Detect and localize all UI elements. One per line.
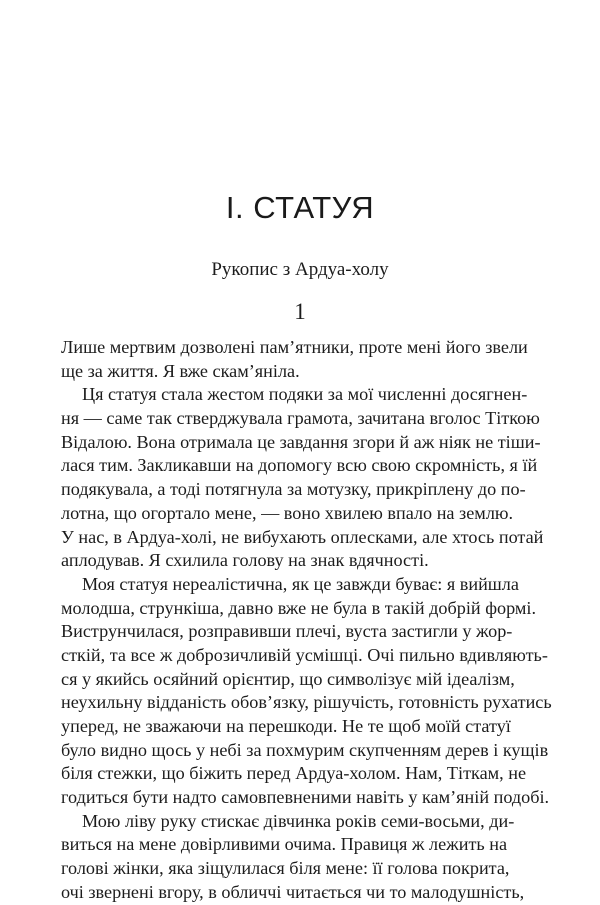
manuscript-subtitle: Рукопис з Ардуа-холу xyxy=(211,259,389,280)
text-line: було видно щось у небі за похмурим скупченням дерев і кущів xyxy=(61,739,549,760)
text-line: Моя статуя нереалістична, як це завжди буває: я вийшла xyxy=(82,573,519,594)
text-line: біля стежки, що біжить перед Ардуа-холом. Нам, Тіткам, не xyxy=(61,763,527,784)
text-line: Лише мертвим дозволені пам’ятники, проте мені його звели xyxy=(61,337,528,357)
text-line: ще за життя. Я вже скам’яніла. xyxy=(61,360,300,381)
text-line: Відалою. Вона отримала це завдання згори й аж ніяк не тіши- xyxy=(61,431,541,452)
text-line: Мою ліву руку стискає дівчинка років семи-восьми, ди- xyxy=(82,810,515,831)
text-line: неухильну відданість обов’язку, рішучість, готовність рухатись xyxy=(61,692,552,713)
part-title: I. СТАТУЯ xyxy=(225,190,375,225)
text-line: Ця статуя стала жестом подяки за мої численні досягнен- xyxy=(82,384,528,405)
text-line: молодша, стрункіша, давно вже не була в такій добрій формі. xyxy=(61,597,536,618)
text-line: лотна, що огортало мене, — воно хвилею впало на землю. xyxy=(61,502,514,523)
text-line: виться на мене довірливими очима. Правиця ж лежить на xyxy=(61,834,508,855)
text-line: голові жінки, яка зіщулилася біля мене: її голова покрита, xyxy=(61,858,510,879)
text-line: аплодував. Я схилила голову на знак вдячності. xyxy=(61,550,429,571)
text-line: лася тим. Закликавши на допомогу всю свою скромність, я їй xyxy=(61,455,538,476)
text-line: У нас, в Ардуа-холі, не вибухають оплесками, але хтось потай xyxy=(61,526,544,547)
chapter-number: 1 xyxy=(294,299,306,324)
text-line: ся у якийсь осяйний орієнтир, що символізує мій ідеалізм, xyxy=(61,668,515,689)
text-line: годиться бути надто самовпевненими навіть у кам’яній подобі. xyxy=(61,787,550,808)
text-line: очі звернені вгору, в обличчі читається чи то малодушність, xyxy=(61,881,525,902)
text-line: ня — саме так стверджувала грамота, зачитана вголос Тіткою xyxy=(61,408,540,429)
body-text xyxy=(61,336,552,905)
text-line: уперед, не зважаючи на перешкоди. Не те щоб моїй статуї xyxy=(61,716,511,736)
text-line: сткій, та все ж доброзичливій усмішці. Очі пильно вдивляють- xyxy=(61,644,548,665)
text-line: Виструнчилася, розправивши плечі, вуста застигли у жор- xyxy=(61,621,513,642)
text-line: подякувала, а тоді потягнула за мотузку, прикріплену до по- xyxy=(61,479,526,500)
